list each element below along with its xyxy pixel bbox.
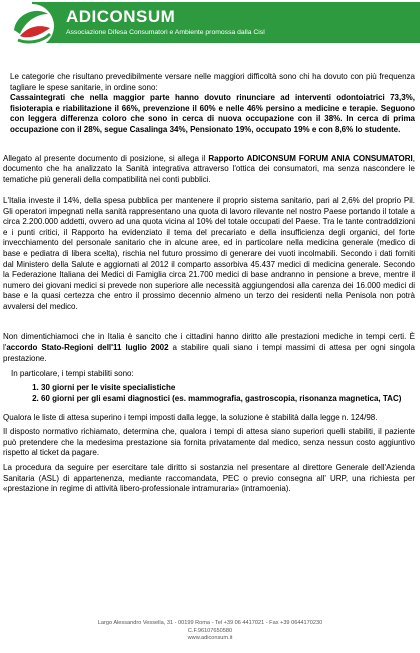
times-intro: In particolare, i tempi stabiliti sono: [11, 368, 134, 378]
paragraph-rights [3, 332, 415, 364]
paragraph-normative: Il disposto normativo richiamato, determina che, qualora i tempi di attesa siano superiori quelli stabiliti, il paziente può pretendere che la medesima prestazione sia fornita privatamente dal medico, senza nessun costo aggiuntivo rispetto al ticket da pagare. [3, 427, 415, 458]
paragraph-italy-spending: L'Italia investe il 14%, della spesa pubblica per mantenere il proprio sistema sanitario, pari al 2,6% del proprio Pil. Gli operatori impegnati nella sanità rappresentano una quota di lavoro rilevante nel nostro Paese portando il totale a circa 2.200.000 addetti, ovvero ad una quota vicina al 10% del totale occupati del Paese. Tra le tante contraddizioni e i punti critici, il Rapporto ha evidenziato il tema del precariato e della insufficienza degli organici, del forte invecchiamento del personale sanitario che in alcune aree, ed in particolare nella medicina generale (medico di base e pediatra di libera scelta), rischia nel futuro prossimo di generare dei vuoti incolmabili. Secondo i dati forniti dal Ministero della Salute e aggiornati al 2012 il comparto assorbiva 45.437 medici di medicina generale. Secondo la Federazione Italiana dei Medici di Famiglia circa 21.700 medici di base andranno in pensione a breve, mentre il numero dei giovani medici si prevede non superiore alle necessità aggiungendosi alla carenza dei 16.000 medici di base e la quasi certezza che entro il prossimo decennio almeno un terzo dei residenti nella Penisola non potrà avvalersi del medico. [3, 195, 415, 311]
list-item: 1. 30 giorni per le visite specialistiche [41, 383, 415, 394]
footer-website: www.adiconsum.it [187, 635, 233, 642]
adiconsum-leaf-logo-icon [2, 0, 62, 52]
footer [0, 620, 420, 643]
report-title: Rapporto ADICONSUM FORUM ANIA CONSUMATORI [208, 153, 413, 163]
paragraph-law: Qualora le liste di attesa superino i tempi imposti dalla legge, la soluzione è stabilità dalla legge n. 124/98. [3, 412, 378, 422]
brand-title: ADICONSUM [66, 7, 176, 26]
rights-text-a: Non dimentichiamoci che in Italia è sancito che i cittadini hanno diritto alle prestazioni mediche in tempi certi. È l' [3, 332, 415, 353]
paragraph-report [3, 154, 415, 186]
report-text-b: , documento che ha analizzato la Sanità integrativa attraverso l'ottica dei consumatori, ma senza nascondere le tematiche più generali della compatibilità nei conti pubblici. [3, 153, 416, 184]
letterhead [0, 0, 420, 52]
categories-intro: Le categorie che risultano prevedibilmente versare nelle maggiori difficoltà sono chi ha dovuto con più frequenza tagliare le spese sanitarie, in ordine sono: [10, 72, 415, 92]
brand-subtitle: Associazione Difesa Consumatori e Ambiente promossa dalla Cisl [66, 29, 265, 36]
times-list [3, 383, 415, 404]
rights-text-b: a stabilire quali siano i tempi massimi di attesa per ogni singola prestazione. [3, 343, 415, 363]
paragraph-categories [3, 72, 415, 136]
report-text-a: Allegato al presente documento di posizione, si allega il [3, 153, 209, 163]
footer-tax-code: C.F.96107650580 [187, 627, 233, 634]
rights-agreement: accordo Stato-Regioni dell'11 luglio 2002 [6, 343, 169, 353]
footer-address: Largo Alessandro Vessella, 31 - 00199 Roma - Tel +39 06 4417021 - Fax +39 0644170230 [97, 620, 323, 626]
paragraph-procedure: La procedura da seguire per esercitare tale diritto si sostanzia nel presentare al direttore Generale dell'Azienda Sanitaria (ASL) di appartenenza, mediante raccomandata, PEC o previo consegna all' URP, una richiesta per «prestazione in regime di attività libero-professionale intramuraria» (intramoenia). [3, 463, 415, 494]
categories-stats: Cassaintegrati che nella maggior parte hanno dovuto rinunciare ad interventi odontoiatrici 73,3%, fisioterapia e riabilitazione il 66%, prevenzione il 60% e nelle 46% persino a medicine e terapie. Seguono con leggera differenza coloro che sono in cerca di nuova occupazione con il 38%. In cerca di prima occupazione con il 28%, segue Casalinga 34%, Pensionato 19%, occupato 19% e con 8,6% lo studente. [10, 93, 415, 134]
document-body [3, 72, 415, 505]
list-item: 2. 60 giorni per gli esami diagnostici (es. mammografia, gastroscopia, risonanza magnetica, TAC) [41, 394, 415, 405]
